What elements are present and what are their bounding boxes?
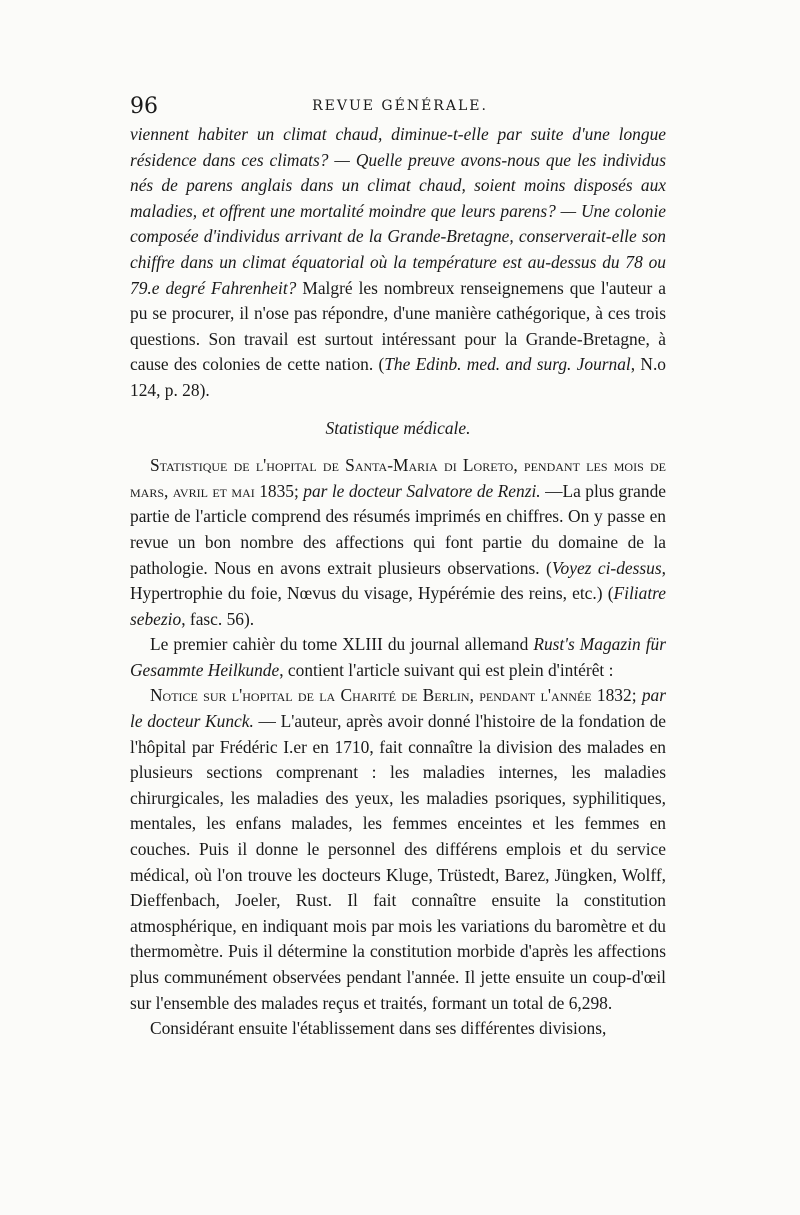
paragraph-charite-body: — L'auteur, après avoir donné l'histoire de la fondation de l'hôpital par Frédéric I.er en 1710, fait connaître la division des malades en plusieurs sections comprenant : les maladies internes, les maladies chirurgicales, les maladies des yeux, les maladies psoriques, syphilitiques, mentales, les enfans malades, les femmes enceintes et les femmes en couches. Puis il donne le personnel des différens emplois et du service médical, où l'on trouve les docteurs Kluge, Trüstedt, Barez, Jüngken, Wolff, Dieffenbach, Joeler, Rust. Il fait connaître ensuite la constitution atmosphérique, en indiquant mois par mois les variations du baromètre et du thermomètre. Puis il détermine la constitution morbide d'après les affections plus communément observées pendant l'année. Il jette ensuite un coup-d'œil sur l'ensemble des malades reçus et traités, formant un total de 6,298. [130,711,666,1013]
section-title: Statistique médicale. [325,417,471,438]
journal-filiatre: Filiatre sebezio [130,583,666,629]
citation-end: , N.o 124, p. 28). [130,354,666,400]
article-heading-loreto: Statistique de l'hopital de Santa-Maria di Loreto, pendant les mois de mars, avril et mai [130,455,666,501]
body-text [130,122,666,1042]
paragraph-loreto-mid: , Hypertrophie du foie, Nœvus du visage, Hypérémie des reins, etc.) ( [130,557,666,604]
cross-reference: Voyez ci-dessus [551,557,662,578]
journal-rust: Rust's Magazin für Gesammte Heilkunde [130,634,666,680]
running-title: REVUE GÉNÉRALE. [312,98,488,114]
italic-questions: viennent habiter un climat chaud, diminue-t-elle par suite d'une longue résidence dans ces climats? — Quelle preuve avons-nous que les individus nés de parens anglais dans un climat chaud, soient moins disposés aux maladies, et offrent une mortalité moindre que leurs parens? — Une colonie composée d'individus arrivant de la Grande-Bretagne, conserverait-elle son chiffre dans un climat équatorial où la température est au-dessus du 78 ou 79.e degré Fahrenheit? [130,124,666,298]
paragraph-questions-body: Malgré les nombreux renseignemens que l'auteur a pu se procurer, il n'ose pas répondre, d'une manière cathégorique, à ces trois questions. Son travail est surtout intéressant pour la Grande-Bretagne, à cause des colonies de cette nation. ( [130,277,666,375]
paragraph-loreto-body: —La plus grande partie de l'article comprend des résumés imprimés en chiffres. On y passe en revue un bon nombre des affections qui font partie du domaine de la pathologie. Nous en avons extrait plusieurs observations. ( [130,480,666,578]
article-year-loreto: 1835; [254,480,304,501]
article-author-charite: par le docteur Kunck. [130,685,666,732]
article-year-charite: 1832; [591,685,642,706]
paragraph-charite [130,683,666,1016]
article-heading-charite: Notice sur l'hopital de la Charité de Berlin, pendant l'année [150,685,592,706]
paragraph-final: Considérant ensuite l'établissement dans ses différentes divisions, [150,1018,607,1039]
page-number: 96 [130,94,158,119]
journal-citation: The Edinb. med. and surg. Journal [384,354,631,375]
paragraph-rust-start: Le premier cahièr du tome XLIII du journal allemand [150,634,534,655]
paragraph-loreto-end: , fasc. 56). [181,608,255,629]
paragraph-rust [130,632,666,683]
article-author-loreto: par le docteur Salvatore de Renzi. [303,480,541,501]
paragraph-rust-end: , contient l'article suivant qui est plein d'intérêt : [279,659,614,680]
paragraph-questions [130,122,666,404]
page-header [130,94,670,118]
paragraph-loreto [130,453,666,632]
